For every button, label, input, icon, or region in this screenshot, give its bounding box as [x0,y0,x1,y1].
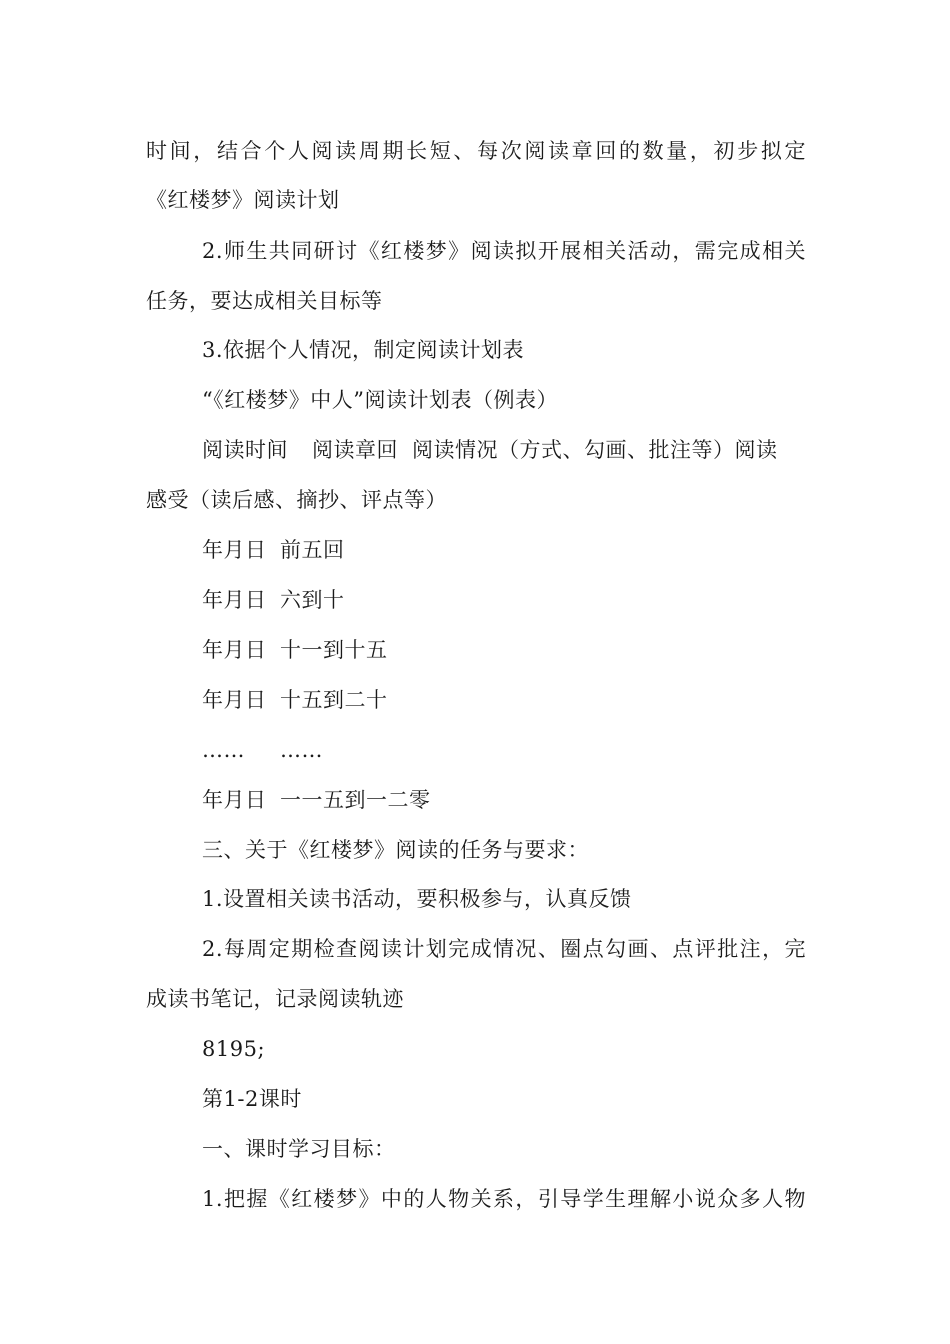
table-cell-chapters: 十一到十五 [280,638,388,662]
list-item-1: 1.把握《红楼梦》中的人物关系，引导学生理解小说众多人物 [202,1187,806,1211]
paragraph-line: 8195; [202,1037,266,1061]
table-title: “《红楼梦》中人”阅读计划表（例表） [202,388,558,412]
table-header-continuation: 感受（读后感、摘抄、评点等） [146,488,447,512]
section-heading: 三、关于《红楼梦》阅读的任务与要求： [202,838,589,862]
paragraph-line: 成读书笔记，记录阅读轨迹 [146,987,404,1011]
table-cell-date: …… [202,738,245,762]
list-item-2: 2.师生共同研讨《红楼梦》阅读拟开展相关活动，需完成相关 [202,239,806,263]
table-row [202,685,388,715]
table-cell-date: 年月日 [202,688,267,712]
paragraph-line: 《红楼梦》阅读计划 [146,188,340,212]
list-item-2: 2.每周定期检查阅读计划完成情况、圈点勾画、点评批注，完 [202,937,806,961]
table-row [202,785,431,815]
table-row [202,585,345,615]
table-cell-date: 年月日 [202,588,267,612]
table-header [202,435,778,465]
table-header-cell: 阅读情况（方式、勾画、批注等）阅读 [412,438,778,462]
table-cell-date: 年月日 [202,538,267,562]
table-cell-date: 年月日 [202,638,267,662]
section-heading: 一、课时学习目标： [202,1137,396,1161]
table-header-cell: 阅读章回 [312,438,398,462]
table-cell-chapters: 六到十 [280,588,345,612]
table-row [202,735,323,765]
table-cell-chapters: …… [280,738,323,762]
table-row [202,535,345,565]
table-cell-chapters: 一一五到一二零 [280,788,431,812]
lesson-heading: 第1-2课时 [202,1087,302,1111]
table-cell-chapters: 十五到二十 [280,688,388,712]
table-header-cell: 阅读时间 [202,438,288,462]
paragraph-line: 任务，要达成相关目标等 [146,289,383,313]
paragraph-line: 时间，结合个人阅读周期长短、每次阅读章回的数量，初步拟定 [146,139,806,163]
table-cell-chapters: 前五回 [280,538,345,562]
table-row [202,635,388,665]
table-cell-date: 年月日 [202,788,267,812]
list-item-1: 1.设置相关读书活动，要积极参与，认真反馈 [202,887,632,911]
list-item-3: 3.依据个人情况，制定阅读计划表 [202,338,525,362]
